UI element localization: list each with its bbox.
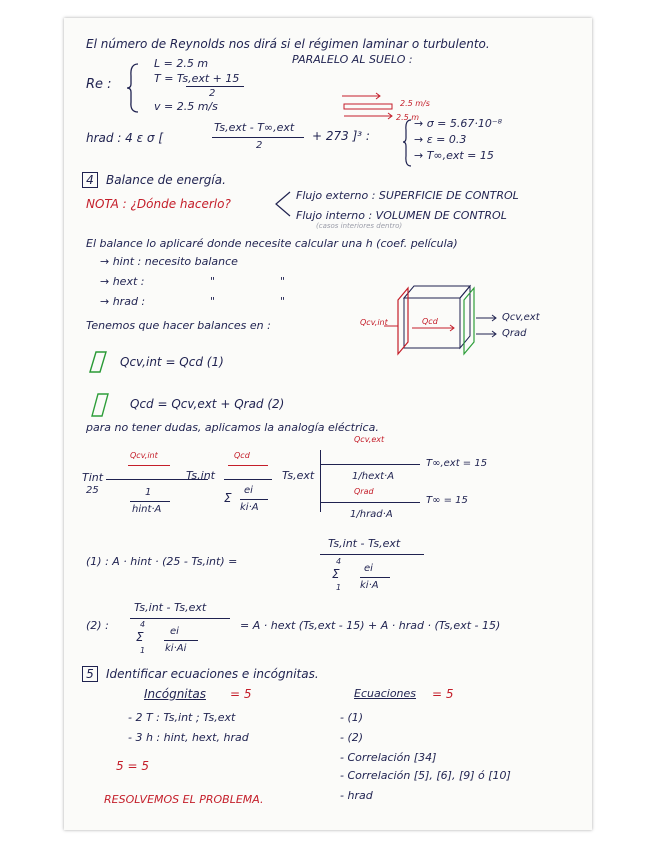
ditto-mark: ": [280, 295, 286, 308]
bracket-icon: [274, 190, 292, 218]
r2-den: ki·A: [240, 502, 259, 513]
ecuaciones-count: = 5: [432, 687, 454, 701]
reynolds-L: L = 2.5 m: [154, 57, 209, 70]
const-epsilon: → ε = 0.3: [414, 133, 467, 146]
brace-icon: [402, 118, 412, 168]
hrad-num: Ts,ext - T∞,ext: [214, 121, 295, 134]
eq2-rhs: = A · hext (Ts,ext - 15) + A · hrad · (Ts,ext - 15): [240, 619, 501, 632]
reynolds-T: T = Ts,ext + 15: [154, 72, 240, 85]
resolve-text: RESOLVEMOS EL PROBLEMA.: [104, 793, 264, 806]
sum-symbol: Σ: [332, 567, 340, 581]
const-sigma: → σ = 5.67·10⁻⁸: [414, 117, 503, 130]
qcvext-flow-label: Qcv,ext: [354, 435, 385, 444]
qcd-flow-label: Qcd: [234, 451, 250, 460]
eq1-sum-top: 4: [336, 557, 342, 566]
wall-control-volume-figure: [384, 280, 500, 354]
balance-eq-2: Qcd = Qcv,ext + Qrad (2): [130, 397, 285, 411]
fig-qcvint-label: Qcv,int: [360, 318, 388, 327]
need-hint: → hint : necesito balance: [100, 255, 238, 268]
eq1-lhs: (1) : A · hint · (25 - Ts,int) =: [86, 555, 238, 568]
eq1-frac-num: ei: [364, 563, 373, 574]
ecuacion-3: - Correlación [34]: [340, 751, 437, 764]
eq2-num: Ts,int - Ts,ext: [134, 601, 207, 614]
fig-qcvext-label: Qcv,ext: [502, 312, 540, 323]
ecuacion-1: - (1): [340, 711, 364, 724]
green-wall-icon: [90, 392, 110, 418]
eq2-label: (2) :: [86, 619, 109, 632]
flow-length-label: 2.5 m: [396, 113, 420, 122]
ditto-mark: ": [210, 275, 216, 288]
ecuacion-2: - (2): [340, 731, 364, 744]
ecuaciones-title: Ecuaciones: [354, 687, 417, 700]
balance-eq-1: Qcv,int = Qcd (1): [120, 355, 224, 369]
intro-text: El número de Reynolds nos dirá si el régimen laminar o turbulento.: [86, 37, 490, 51]
nota-internal: Flujo interno : VOLUMEN DE CONTROL: [296, 209, 507, 222]
ditto-mark: ": [280, 275, 286, 288]
eq1-num: Ts,int - Ts,ext: [328, 537, 401, 550]
reynolds-v: v = 2.5 m/s: [154, 100, 218, 113]
nota-label: NOTA : ¿Dónde hacerlo?: [86, 197, 231, 211]
node-tint: Tint: [82, 471, 104, 484]
sum-symbol: Σ: [224, 491, 232, 505]
analogia-text: para no tener dudas, aplicamos la analogía eléctrica.: [86, 421, 379, 434]
eq2-sum-top: 4: [140, 620, 146, 629]
r1-num: 1: [145, 487, 152, 498]
reynolds-lhs: Re :: [86, 77, 112, 92]
r4-label: 1/hrad·A: [350, 509, 393, 520]
tenemos-text: Tenemos que hacer balances en :: [86, 319, 271, 332]
section-5-number: 5: [82, 666, 98, 682]
sum-symbol: Σ: [136, 630, 144, 644]
incognita-temps: - 2 T : Ts,int ; Ts,ext: [128, 711, 236, 724]
nota-external: Flujo externo : SUPERFICIE DE CONTROL: [296, 189, 519, 202]
incognitas-count: = 5: [230, 687, 252, 701]
final-equality: 5 = 5: [116, 759, 149, 773]
eq2-frac-num: ei: [170, 626, 179, 637]
hrad-tail: + 273 ]³ :: [312, 129, 370, 143]
ecuacion-4: - Correlación [5], [6], [9] ó [10]: [340, 769, 511, 782]
section-4-title: Balance de energía.: [106, 173, 226, 187]
red-wall-icon: [88, 350, 108, 374]
balance-text: El balance lo aplicaré donde necesite calcular una h (coef. película): [86, 237, 458, 250]
flow-velocity-label: 2.5 m/s: [400, 99, 430, 108]
nota-internal-note: (casos interiores dentro): [316, 222, 403, 230]
reynolds-T-den: 2: [209, 88, 216, 99]
fig-qrad-label: Qrad: [502, 328, 527, 339]
node-t-inf-ext: T∞,ext = 15: [426, 458, 488, 469]
const-tinf: → T∞,ext = 15: [414, 149, 494, 162]
incognitas-title: Incógnitas: [144, 687, 206, 701]
brace-icon: [126, 62, 140, 114]
node-ts-ext: Ts,ext: [282, 469, 315, 482]
node-ts-int: Ts,int: [186, 469, 215, 482]
qcvint-flow-label: Qcv,int: [130, 451, 158, 460]
section-5-title: Identificar ecuaciones e incógnitas.: [106, 667, 319, 681]
paralelo-label: PARALELO AL SUELO :: [292, 53, 413, 66]
hrad-den: 2: [256, 140, 263, 151]
eq2-sum-bot: 1: [140, 646, 146, 655]
tint-value: 25: [86, 485, 99, 496]
ditto-mark: ": [210, 295, 216, 308]
eq2-frac-den: ki·Ai: [165, 643, 187, 654]
eq1-sum-bot: 1: [336, 583, 342, 592]
notebook-page: [64, 18, 592, 830]
node-t-inf: T∞ = 15: [426, 495, 468, 506]
r1-den: hint·A: [132, 504, 162, 515]
incognita-coefs: - 3 h : hint, hext, hrad: [128, 731, 249, 744]
section-4-number: 4: [82, 172, 98, 188]
need-hext: → hext :: [100, 275, 145, 288]
hrad-lhs: hrad : 4 ε σ [: [86, 131, 164, 145]
qrad-flow-label: Qrad: [354, 487, 374, 496]
r2-num: ei: [244, 485, 253, 496]
ecuacion-5: - hrad: [340, 789, 373, 802]
need-hrad: → hrad :: [100, 295, 146, 308]
eq1-frac-den: ki·A: [360, 580, 379, 591]
r3-label: 1/hext·A: [352, 471, 395, 482]
fig-qcd-label: Qcd: [422, 317, 438, 326]
